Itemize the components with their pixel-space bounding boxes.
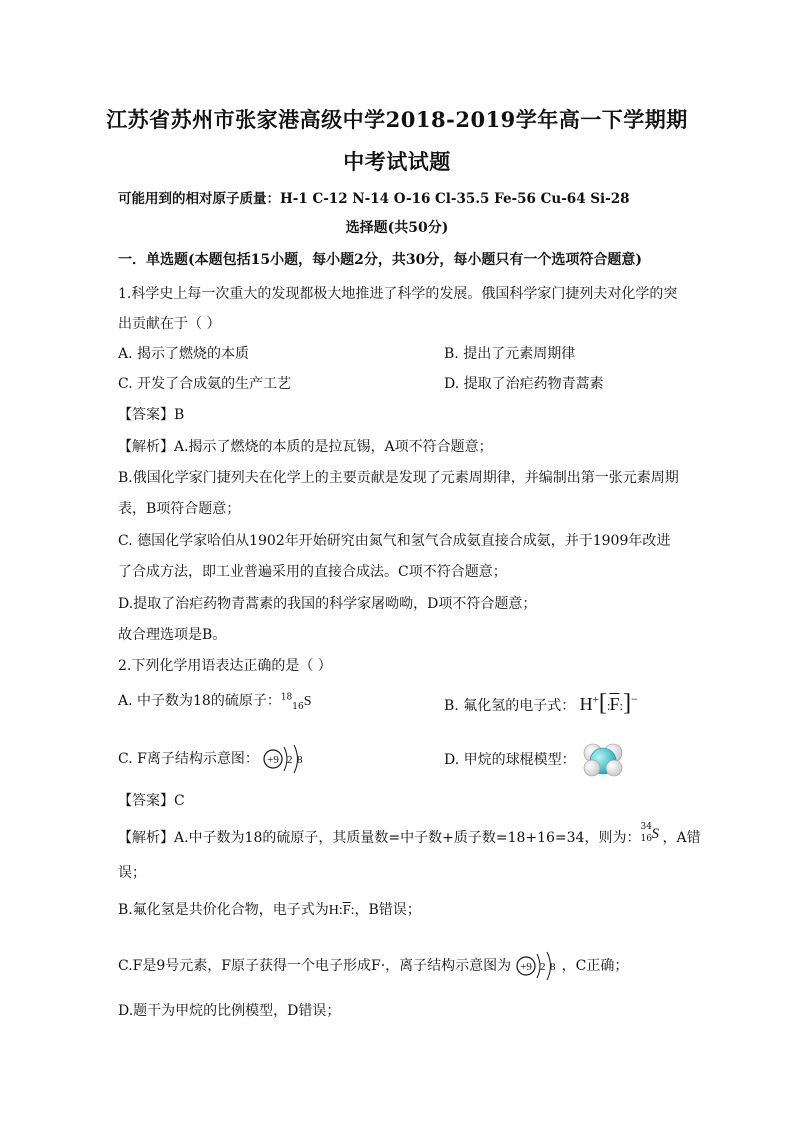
q1-analysis-7: 故合理选项是B。 <box>118 627 227 643</box>
ion-shell-1-label: 2 <box>287 754 293 766</box>
title-line-1: 江苏省苏州市张家港高级中学2018-2019学年高一下学期期 <box>106 107 688 132</box>
s34-z: 16 <box>640 834 652 844</box>
hf-lone-pair-left: : <box>606 698 610 713</box>
q2-stem: 2.下列化学用语表达正确的是（ ） <box>118 658 332 674</box>
q1-analysis-6: D.提取了治疟药物青蒿素的我国的科学家屠呦呦，D项不符合题意； <box>118 596 537 612</box>
hf-h-charge: + <box>592 694 599 706</box>
f-ion-structure-diagram-icon-2 <box>516 949 562 983</box>
ion2-nucleus-label: +9 <box>519 961 532 973</box>
hf-left-bracket: [ <box>598 690 607 716</box>
q1-analysis-5: 了合成方法，即工业普遍采用的直接合成法。C项不符合题意； <box>118 564 507 580</box>
q2-analysis-c-tail: ，C正确； <box>561 958 629 974</box>
q2-option-a-symbol: S <box>303 694 312 709</box>
q1-stem-line-1: 1.科学史上每一次重大的发现都极大地推进了科学的发展。俄国科学家门捷列夫对化学的突 <box>118 286 678 302</box>
methane-model-icon <box>580 741 626 779</box>
part-one-heading: 一．单选题(本题包括15小题，每小题2分，共30分，每小题只有一个选项符合题意) <box>118 252 642 268</box>
q2-analysis-a <box>118 822 701 847</box>
q2-option-b <box>444 690 638 717</box>
ion2-shell-1-label: 2 <box>539 961 546 973</box>
q2-option-c <box>118 741 309 777</box>
q2-option-d-prefix: D. 甲烷的球棍模型： <box>444 752 576 768</box>
q2-analysis-a-cont: 误； <box>118 865 146 881</box>
q2-analysis-c <box>118 949 628 983</box>
atomic-mass-line: 可能用到的相对原子质量：H-1 C-12 N-14 O-16 Cl-35.5 Fe-56 Cu-64 Si-28 <box>118 191 630 207</box>
hf-covalent-formula <box>329 903 355 918</box>
hf-h-symbol: H <box>579 694 593 714</box>
hf-right-bracket: ] <box>623 690 632 716</box>
hf-f-charge: − <box>631 692 638 706</box>
q2-option-a-mass: 18 <box>280 692 293 703</box>
hf-ionic-formula <box>579 690 638 716</box>
q2-analysis-a-text: 【解析】A.中子数为18的硫原子，其质量数=中子数+质子数=18+16=34，则为： <box>118 830 641 846</box>
q1-analysis-1: 【解析】A.揭示了燃烧的本质的是拉瓦锡，A项不符合题意； <box>118 439 493 455</box>
q2-option-a-z: 16 <box>292 701 304 712</box>
q1-option-b: B. 提出了元素周期律 <box>444 346 576 362</box>
s34-symbol: S <box>651 826 659 842</box>
f-ion-structure-diagram-icon <box>263 741 309 777</box>
q1-option-a: A. 揭示了燃烧的本质 <box>118 346 250 362</box>
q2-analysis-c-text: C.F是9号元素，F原子获得一个电子形成F·，离子结构示意图为 <box>118 958 512 974</box>
ion-nucleus-label: +9 <box>267 754 280 766</box>
q2-option-a <box>118 690 312 712</box>
q1-option-d: D. 提取了治疟药物青蒿素 <box>444 376 604 392</box>
hf-cov-f: $\overline{F}$ <box>342 903 351 918</box>
q2-answer: 【答案】C <box>118 793 185 809</box>
q1-option-c: C. 开发了合成氨的生产工艺 <box>118 376 292 392</box>
q2-option-a-prefix: A. 中子数为18的硫原子： <box>118 693 281 709</box>
hf-cov-bond-pair: : <box>338 903 343 918</box>
q2-option-c-prefix: C. F离子结构示意图： <box>118 751 259 767</box>
q1-analysis-2: B.俄国化学家门捷列夫在化学上的主要贡献是发现了元素周期律，并编制出第一张元素周期 <box>118 470 679 486</box>
q2-analysis-a-tail: ，A错 <box>662 830 701 846</box>
q1-stem-line-2: 出贡献在于（ ） <box>118 316 221 332</box>
q2-analysis-b <box>118 899 421 919</box>
q1-analysis-3: 表，B项符合题意； <box>118 501 241 517</box>
ion2-shell-2-label: 8 <box>549 961 556 973</box>
q2-analysis-d: D.题干为甲烷的比例模型，D错误； <box>118 1003 341 1019</box>
q2-option-b-prefix: B. 氟化氢的电子式： <box>444 698 576 714</box>
q1-analysis-4: C. 德国化学家哈伯从1902年开始研究由氮气和氢气合成氨直接合成氨，并于1909年改进 <box>118 533 671 549</box>
s34-mass: 34 <box>640 822 652 832</box>
q1-answer: 【答案】B <box>118 407 185 423</box>
section-label: 选择题(共50分) <box>345 220 449 236</box>
q2-option-d <box>444 741 626 779</box>
hf-cov-h: H <box>328 903 339 918</box>
q2-analysis-b-text: B.氟化氢是共价化合物，电子式为 <box>118 902 329 918</box>
title-line-2: 中考试试题 <box>343 149 451 174</box>
s34-nuclide <box>640 822 662 844</box>
hf-f-symbol: $\overline{F}$ <box>609 694 620 714</box>
hf-lone-pair-right: : <box>619 698 624 713</box>
ion-shell-2-label: 8 <box>297 754 303 766</box>
q2-analysis-b-tail: ，B错误； <box>354 902 421 918</box>
hf-cov-lone-pair: : <box>350 903 355 918</box>
